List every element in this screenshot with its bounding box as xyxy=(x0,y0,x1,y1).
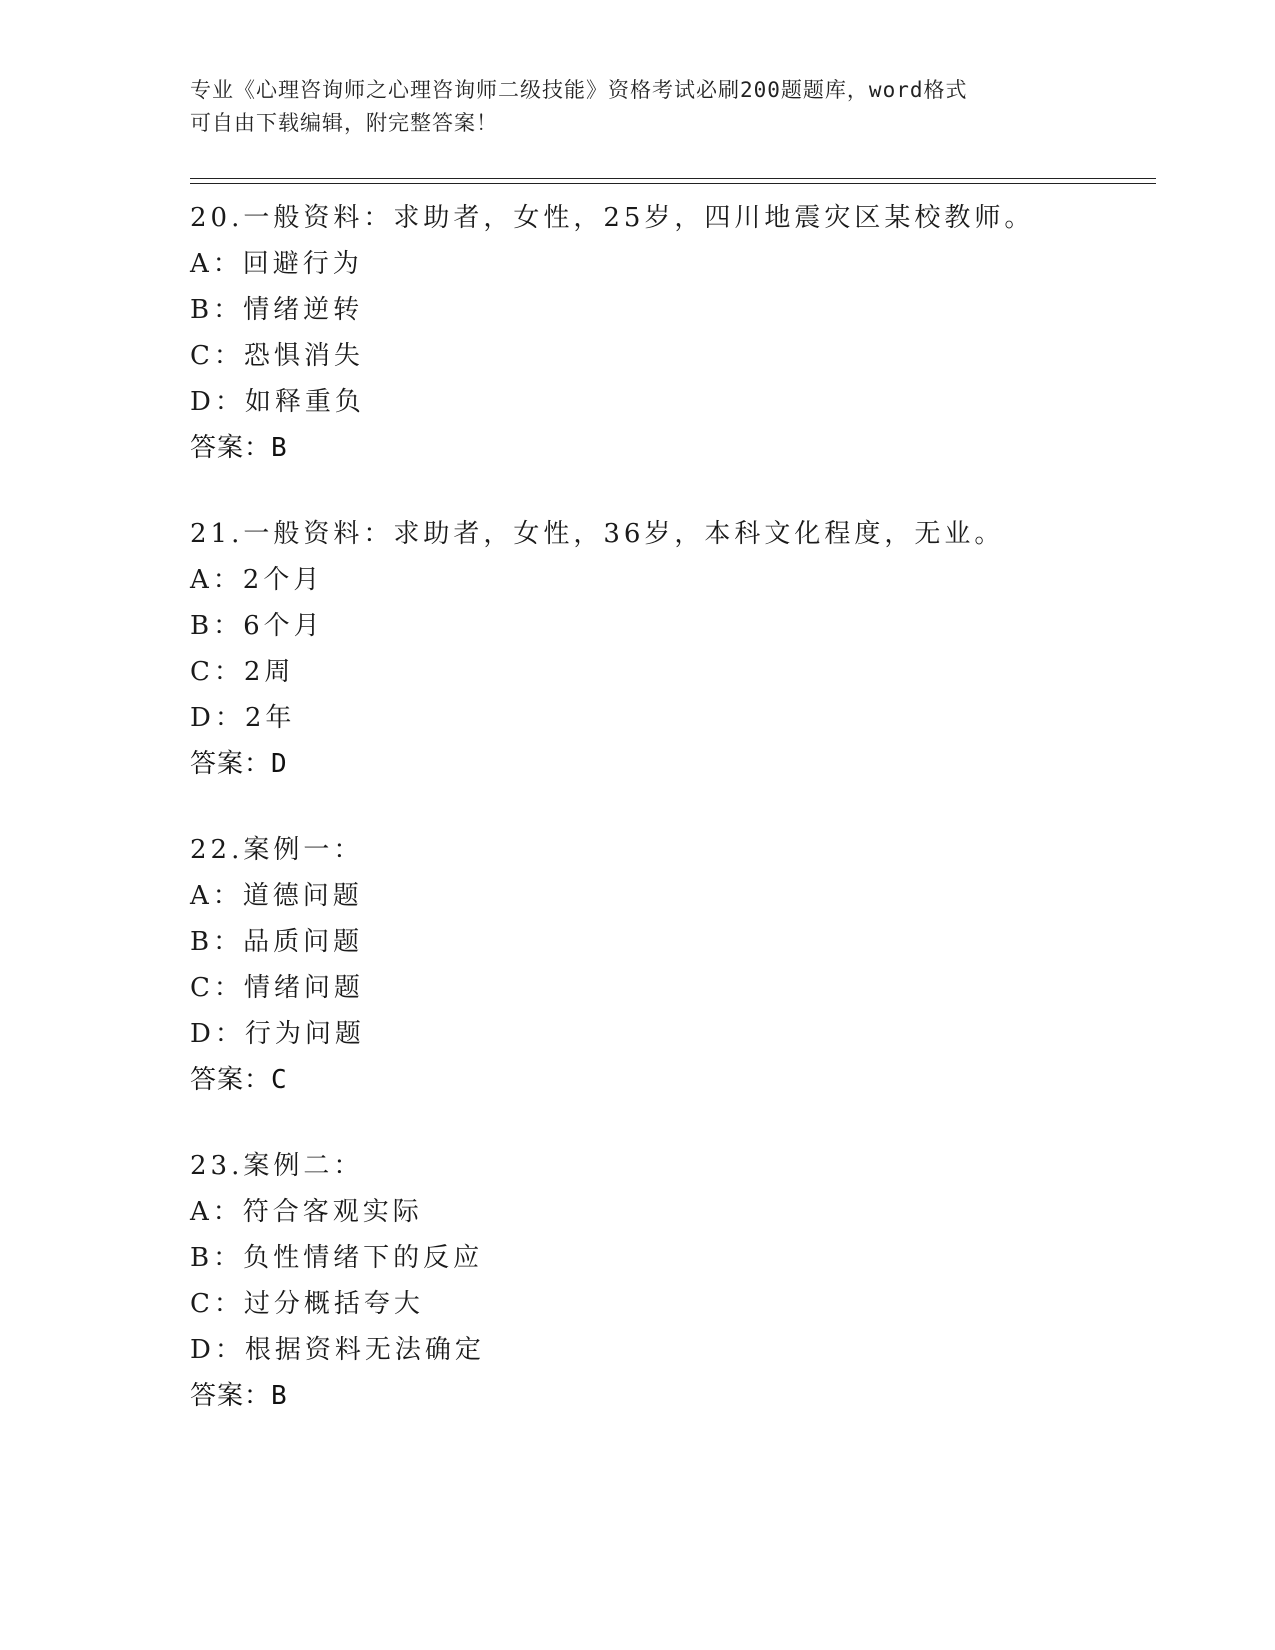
option-c: C：情绪问题 xyxy=(190,973,364,1003)
option-a: A：2个月 xyxy=(190,565,324,595)
question-21 xyxy=(190,511,1156,787)
answer-line xyxy=(190,741,1156,787)
answer-value: D xyxy=(271,749,288,779)
question-stem: 20.一般资料：求助者，女性，25岁，四川地震灾区某校教师。 xyxy=(190,203,1035,233)
header-divider-top xyxy=(190,178,1156,179)
option-c: C：恐惧消失 xyxy=(190,341,364,371)
header-line-2: 可自由下载编辑，附完整答案！ xyxy=(190,111,498,135)
option-b: B：情绪逆转 xyxy=(190,295,364,325)
question-stem: 23.案例二： xyxy=(190,1151,364,1181)
answer-line xyxy=(190,425,1156,471)
question-20 xyxy=(190,195,1156,471)
header-line-1: 专业《心理咨询师之心理咨询师二级技能》资格考试必刷200题题库，word格式 xyxy=(190,78,968,102)
question-23 xyxy=(190,1143,1156,1419)
answer-label: 答案： xyxy=(190,749,272,779)
option-d: D：2年 xyxy=(190,703,296,733)
question-stem: 21.一般资料：求助者，女性，36岁，本科文化程度，无业。 xyxy=(190,519,1005,549)
answer-value: B xyxy=(271,433,288,463)
option-b: B：品质问题 xyxy=(190,927,364,957)
header-divider-bottom xyxy=(190,183,1156,184)
answer-label: 答案： xyxy=(190,1065,272,1095)
answer-label: 答案： xyxy=(190,433,272,463)
option-b: B：6个月 xyxy=(190,611,324,641)
option-c: C：2周 xyxy=(190,657,295,687)
question-list xyxy=(190,195,1156,1459)
option-d: D：根据资料无法确定 xyxy=(190,1335,485,1365)
question-stem: 22.案例一： xyxy=(190,835,364,865)
option-a: A：回避行为 xyxy=(190,249,363,279)
answer-line xyxy=(190,1373,1156,1419)
option-a: A：符合客观实际 xyxy=(190,1197,423,1227)
option-c: C：过分概括夸大 xyxy=(190,1289,424,1319)
option-b: B：负性情绪下的反应 xyxy=(190,1243,484,1273)
option-a: A：道德问题 xyxy=(190,881,363,911)
question-22 xyxy=(190,827,1156,1103)
option-d: D：如释重负 xyxy=(190,387,365,417)
answer-value: C xyxy=(271,1065,288,1095)
answer-value: B xyxy=(271,1381,288,1411)
answer-label: 答案： xyxy=(190,1381,272,1411)
option-d: D：行为问题 xyxy=(190,1019,365,1049)
answer-line xyxy=(190,1057,1156,1103)
document-header xyxy=(190,74,1090,140)
